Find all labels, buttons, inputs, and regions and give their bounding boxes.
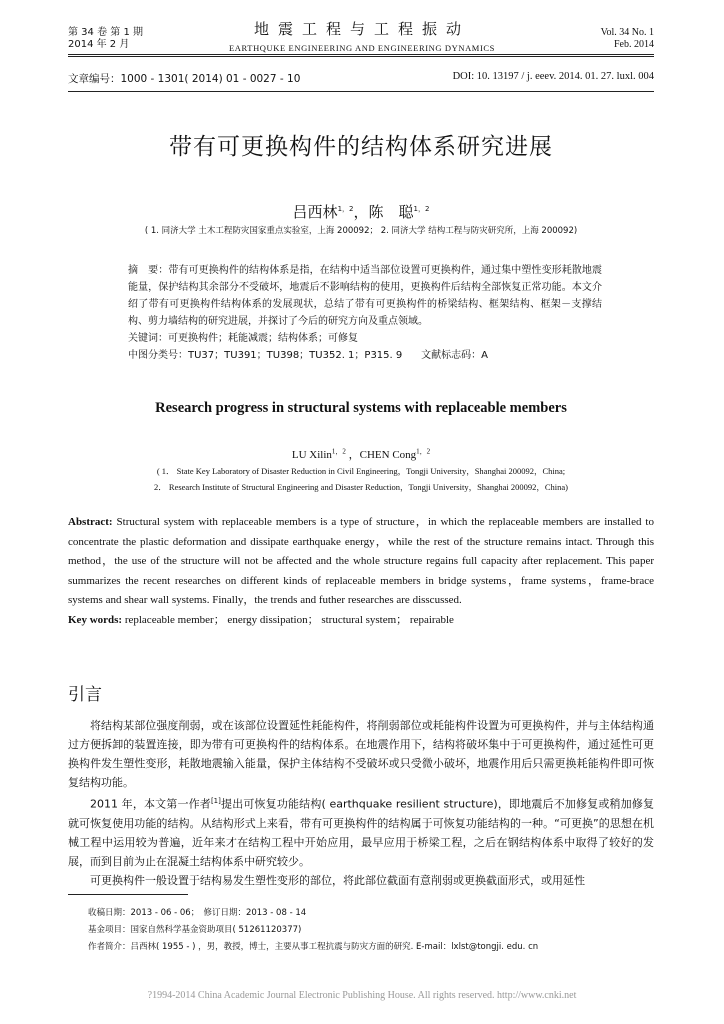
citation-ref-1: [1]: [210, 797, 221, 805]
abstract-en-text: Structural system with replaceable members is a type of structure，in which the replaceable members are installed to concentrate the plastic deformation and dissipate earthquake energy，while the rest of the structure remains intact. Through this method，the use of the structure will not be affected and the whole structure regains full capacity after replacement. This paper summarizes the recent researches on different kinds of replaceable members in bridge systems，frame systems，frame-brace systems and shear wall systems. Finally，the trends and futher researches are disscussed.: [68, 516, 654, 606]
body-text: [68, 716, 654, 890]
header-rule: [68, 54, 654, 55]
author-sep: ，: [353, 203, 369, 221]
abstract-en: [68, 513, 654, 630]
classification-row: [128, 347, 488, 364]
journal-title-en: EARTHQUKE ENGINEERING AND ENGINEERING DYNAMICS: [228, 43, 495, 53]
author-2-en-sup: 1，2: [416, 447, 431, 456]
section-heading-intro: 引言: [68, 685, 102, 705]
article-number: 文章编号：1000 - 1301( 2014) 01 - 0027 - 10: [68, 73, 301, 85]
authors-en: [68, 446, 654, 462]
keywords-en-label: Key words:: [68, 613, 123, 626]
document-code: 文献标志码：A: [421, 350, 488, 361]
clc-number: 中图分类号：TU37；TU391；TU398；TU352. 1；P315. 9: [128, 350, 403, 361]
doi: DOI: 10. 13197 / j. eeev. 2014. 01. 27. luxl. 004: [452, 71, 654, 82]
author-2-en: CHEN Cong: [359, 449, 417, 461]
volume-en: Vol. 34 No. 1: [600, 27, 654, 38]
abstract-cn-text: 摘 要：带有可更换构件的结构体系是指，在结构中适当部位设置可更换构件，通过集中塑性变形耗散地震能量，保护结构其余部分不受破坏，地震后不影响结构的使用，更换构件后结构全部恢复正常功能。本文介绍了带有可更换构件结构体系的发展现状，总结了带有可更换构件的桥梁结构、框架结构、框架－支撑结构、剪力墙结构的研究进展，并探讨了今后的研究方向及重点领域。: [128, 265, 602, 327]
footnotes: [88, 905, 538, 956]
author-1-cn: 吕西林: [292, 203, 338, 221]
title-en: Research progress in structural systems with replaceable members: [155, 400, 567, 416]
title-cn: 带有可更换构件的结构体系研究进展: [169, 134, 553, 160]
footnote-rule: [68, 894, 188, 895]
footnote-received: 收稿日期：2013 - 06 - 06； 修订日期：2013 - 08 - 14: [88, 908, 307, 918]
publisher-footer: ?1994-2014 China Academic Journal Electronic Publishing House. All rights reserved. http://www.cnki.net: [147, 990, 577, 1001]
author-1-en: LU Xilin: [291, 449, 332, 461]
author-2-cn: 陈 聪: [368, 203, 414, 221]
journal-title-cn: 地震工程与工程振动: [253, 20, 470, 38]
body-paragraph-2: [68, 792, 654, 871]
body-p2-b: 提出可恢复功能结构( earthquake resilient structure)，即地震后不加修复或稍加修复就可恢复使用功能的结构。从结构形式上来看，带有可更换构件的结构属于可恢复功能结构的一种。“可更换”的思想在机械工程中运用较为普遍，近年来才在结构工程中开始应用，最早应用于桥梁工程，之后在钢结构体系中取得了较好的发展，而到目前为止在混凝土结构体系中研究较少。: [68, 797, 654, 868]
body-paragraph-3: 可更换构件一般设置于结构易发生塑性变形的部位，将此部位截面有意削弱或更换截面形式，或用延性: [90, 873, 585, 887]
affiliation-en: [68, 463, 654, 495]
author-1-en-sup: 1，2: [331, 447, 346, 456]
author-en-sep: ，: [345, 449, 360, 461]
header-center: [180, 20, 544, 54]
date-en: Feb. 2014: [614, 39, 654, 50]
abstract-en-label: Abstract:: [68, 516, 113, 528]
date-cn: 2014 年 2 月: [68, 39, 130, 50]
keywords-cn: 关键词：可更换构件；耗能减震；结构体系；可修复: [128, 333, 358, 344]
body-p2-a: 2011 年，本文第一作者: [90, 797, 211, 811]
volume-cn: 第 34 卷 第 1 期: [68, 27, 143, 38]
affiliation-en-2: 2． Research Institute of Structural Engineering and Disaster Reduction，Tongji University，Shanghai 200092，China): [154, 482, 568, 492]
affiliation-en-1: ( 1． State Key Laboratory of Disaster Reduction in Civil Engineering，Tongji University，Shanghai 200092，China;: [156, 466, 566, 476]
author-1-sup: 1，2: [337, 205, 354, 213]
keywords-en-text: replaceable member； energy dissipation； structural system； repairable: [122, 613, 454, 626]
header-right: [504, 27, 654, 51]
doi-rule: [68, 91, 654, 92]
header-rule-2: [68, 56, 654, 57]
abstract-cn: [128, 262, 602, 364]
footnote-fund: 基金项目：国家自然科学基金资助项目( 51261120377): [88, 925, 302, 935]
body-paragraph-1: 将结构某部位强度削弱，或在该部位设置延性耗能构件，将削弱部位或耗能构件设置为可更换构件，并与主体结构通过方便拆卸的装置连接，即为带有可更换构件的结构体系。在地震作用下，结构将破坏集中于可更换构件，通过延性可更换构件发生塑性变形，耗散地震输入能量，保护主体结构不受破坏或只受微小破坏，地震作用后只需更换耗能构件即可恢复结构功能。: [68, 719, 654, 789]
footnote-author: 作者简介：吕西林( 1955 - ) ，男，教授，博士，主要从事工程抗震与防灾方面的研究. E-mail：lxlst@tongji. edu. cn: [88, 942, 539, 952]
authors-cn: [68, 201, 654, 222]
affiliation-cn: ( 1. 同济大学 土木工程防灾国家重点实验室，上海 200092； 2. 同济大学 结构工程与防灾研究所，上海 200092): [144, 226, 578, 236]
author-2-sup: 1，2: [413, 205, 430, 213]
